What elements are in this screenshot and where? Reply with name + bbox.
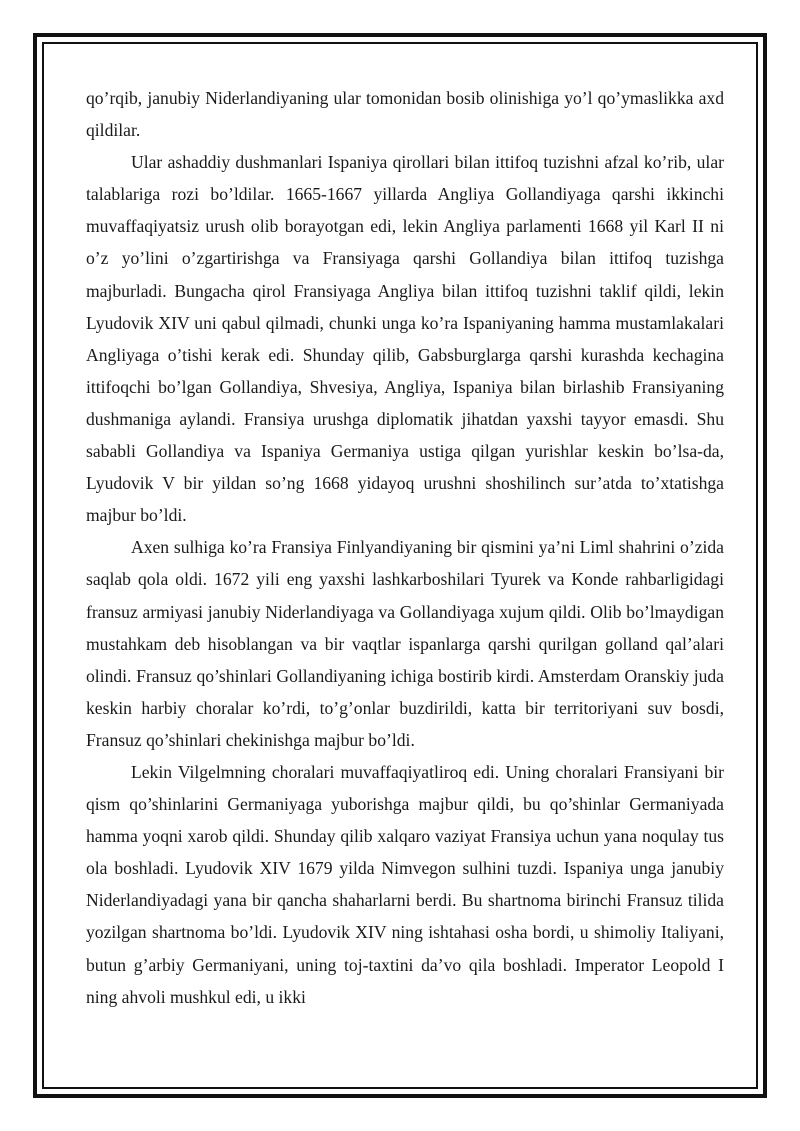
document-body [86,82,724,1013]
paragraph: Ular ashaddiy dushmanlari Ispaniya qirollari bilan ittifoq tuzishni afzal ko’rib, ular talablariga rozi bo’ldilar. 1665-1667 yillarda Angliya Gollandiyaga qarshi ikkinchi muvaffaqiyatsiz urush olib borayotgan edi, lekin Angliya parlamenti 1668 yil Karl II ni o’z yo’lini o’zgartirishga va Fransiyaga qarshi Gollandiya bilan ittifoq tuzishga majburladi. Bungacha qirol Fransiyaga Angliya bilan ittifoq tuzishni taklif qildi, lekin Lyudovik XIV uni qabul qilmadi, chunki unga ko’ra Ispaniyaning hamma mustamlakalari Angliyaga o’tishi kerak edi. Shunday qilib, Gabsburglarga qarshi kurashda kechagina ittifoqchi bo’lgan Gollandiya, Shvesiya, Angliya, Ispaniya bilan birlashib Fransiyaning dushmaniga aylandi. Fransiya urushga diplomatik jihatdan yaxshi tayyor emasdi. Shu sababli Gollandiya va Ispaniya Germaniya ustiga qilgan yurishlar keskin bo’lsa-da, Lyudovik V bir yildan so’ng 1668 yidayoq urushni shoshilinch sur’atda to’xtatishga majbur bo’ldi. [86,152,724,526]
paragraph-continuation: qo’rqib, janubiy Niderlandiyaning ular tomonidan bosib olinishiga yo’l qo’ymaslikka axd qildilar. [86,88,724,141]
paragraph: Axen sulhiga ko’ra Fransiya Finlyandiyaning bir qismini ya’ni Liml shahrini o’zida saqlab qola oldi. 1672 yili eng yaxshi lashkarboshilari Tyurek va Konde rahbarligidagi fransuz armiyasi janubiy Niderlandiyaga va Gollandiyaga xujum qildi. Olib bo’lmaydigan mustahkam deb hisoblangan va bir vaqtlar ispanlarga qarshi qurilgan golland qal’alari olindi. Fransuz qo’shinlari Gollandiyaning ichiga bostirib kirdi. Amsterdam Oranskiy juda keskin harbiy choralar ko’rdi, to’g’onlar buzdirildi, katta bir territoriyani suv bosdi, Fransuz qo’shinlari chekinishga majbur bo’ldi. [86,537,724,750]
paragraph: Lekin Vilgelmning choralari muvaffaqiyatliroq edi. Uning choralari Fransiyani bir qism qo’shinlarini Germaniyaga yuborishga majbur qildi, bu qo’shinlar Germaniyada hamma yoqni xarob qildi. Shunday qilib xalqaro vaziyat Fransiya uchun yana noqulay tus ola boshladi. Lyudovik XIV 1679 yilda Nimvegon sulhini tuzdi. Ispaniya unga janubiy Niderlandiyadagi yana bir qancha shaharlarni berdi. Bu shartnoma birinchi Fransuz tilida yozilgan shartnoma bo’ldi. Lyudovik XIV ning ishtahasi osha bordi, u shimoliy Italiyani, butun g’arbiy Germaniyani, uning toj-taxtini da’vo qila boshladi. Imperator Leopold I ning ahvoli mushkul edi, u ikki [86,761,724,1007]
